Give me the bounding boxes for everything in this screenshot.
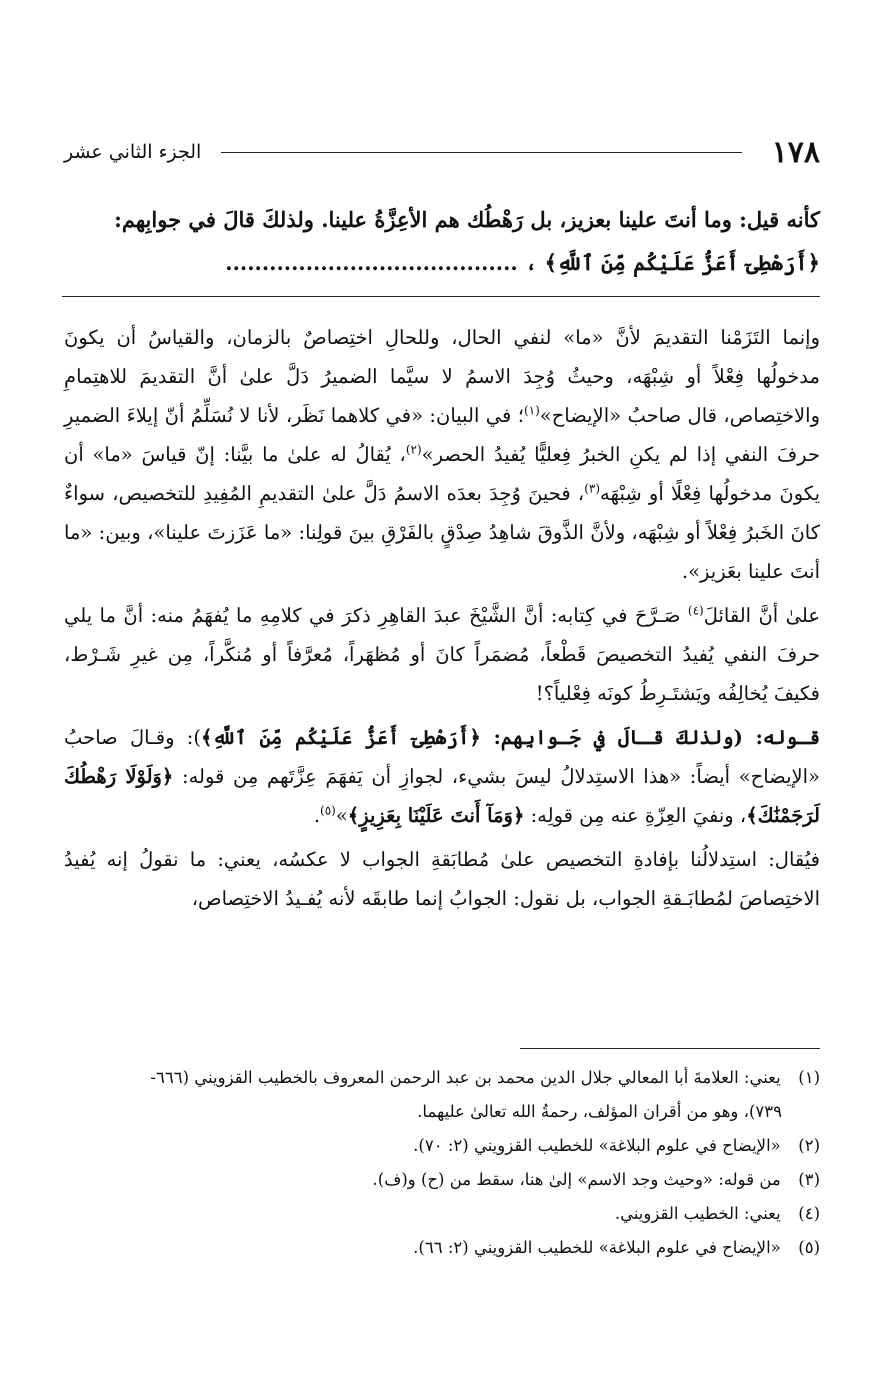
footnotes <box>64 1062 820 1266</box>
paragraph-2-end: صَـرَّحَ في كِتابه: أنَّ الشَّيْخَ عبدَ القاهِرِ ذكرَ في كلامِهِ ما يُفهَمُ منه: أنَّ ما يلي حرفَ النفي يُفيدُ التخصيصَ قَطْعاً، مُضمَراً كانَ أو مُظهَراً، مُعرَّفاً أو مُنكَّراً، مِن غيرِ شَـرْط، فكيفَ يُخالِفُه ويَشتَـرِطُ كونَه فِعْلياً؟! <box>64 604 820 705</box>
paragraph-1-start: وإنما التَزَمْنا التقديمَ لأنَّ «ما» لنفي الحال، وللحالِ اختِصاصٌ بالزمان، والقياسُ أن يكونَ مدخولُها فِعْلاً أو شِبْهَه، وحيثُ وُجِدَ الاسمُ لا سيَّما الضميرُ دَلَّ علىٰ أنَّ التقديمَ للاهتِمامِ والاختِصاص، قال صاحبُ «الإيضاح» <box>64 326 820 427</box>
footnote-number: (٥) <box>798 1238 820 1257</box>
paragraph-1 <box>64 318 820 591</box>
paragraph-4: فيُقال: استِدلالُنا بإفادةِ التخصيص علىٰ مُطابَقةِ الجواب لا عكسُه، يعني: ما نقولُ إنه يُفيدُ الاختِصاصَ لمُطابَـقةِ الجواب، بل نقول: الجوابُ إنما طابقَه لأنه يُفـيدُ الاختِصاص، <box>64 848 820 910</box>
paragraph-3-b: ، ونفيَ العِزّةِ عنه مِن قولِه: <box>524 804 747 827</box>
footnote-number: (٢) <box>798 1136 820 1155</box>
paragraph-1-mid: ؛ في البيان: «في كلاهما نَظَر، لأنا لا نُسَلِّمُ أنّ إيلاءَ الضميرِ حرفَ النفي إذا لم يكنِ الخبرُ فِعليًّا يُفيدُ الحصر» <box>64 404 820 466</box>
footnote-number: (٣) <box>798 1170 820 1189</box>
footnote-text: يعني: الخطيب القزويني. <box>614 1204 781 1223</box>
footnote-2 <box>64 1130 820 1161</box>
paragraph-3-lead: قـوله: (ولذلكَ قـالَ في جَـوابِهم: <box>480 726 820 749</box>
page-header <box>64 132 820 172</box>
paragraph-3-c: » <box>335 804 348 827</box>
footnote-4 <box>64 1198 820 1229</box>
footnote-1 <box>64 1062 820 1093</box>
running-title: الجزء الثاني عشر <box>64 141 202 163</box>
footnote-3 <box>64 1164 820 1195</box>
footnote-ref-1: (١) <box>523 403 540 418</box>
paragraph-1-end: ، فحينَ وُجِدَ بعدَه الاسمُ دَلَّ علىٰ التقديمِ المُفِيدِ للتخصيص، سواءٌ كانَ الخَبرُ فِعْلاً أو شِبْهَه، ولأنَّ الذَّوقَ شاهِدُ صِدْقٍ بالفَرْقِ بينَ قولِنا: «ما عَزَزتَ علينا»، وبين: «ما أنتَ علينا بعَزيز». <box>64 482 820 583</box>
footnote-separator <box>520 1048 820 1049</box>
paragraph-3 <box>64 718 820 835</box>
paragraph-2-start: علىٰ أنَّ القائلَ <box>703 604 820 627</box>
footnote-text: «الإيضاح في علوم البلاغة» للخطيب القزويني (٢: ٧٠). <box>413 1136 781 1155</box>
footnote-text: يعني: العلامةَ أبا المعالي جلال الدين محمد بن عبد الرحمن المعروف بالخطيب القزويني (٦٦٦- <box>150 1068 781 1087</box>
footnote-ref-2: (٢) <box>405 442 422 457</box>
footnote-text: من قوله: «وحيث وجد الاسم» إلىٰ هنا، سقط من (ح) و(ف). <box>372 1170 781 1189</box>
quran-verse-3: ﴿وَمَآ أَنتَ عَلَيْنَا بِعَزِيزٍ﴾ <box>347 804 525 827</box>
paragraph-2 <box>64 596 820 713</box>
footnote-number: (١) <box>798 1068 820 1087</box>
footnote-5 <box>64 1232 820 1263</box>
page-number: ١٧٨ <box>771 134 820 170</box>
footnote-ref-3: (٣) <box>584 481 601 496</box>
matn-separator <box>62 296 820 297</box>
footnote-text: «الإيضاح في علوم البلاغة» للخطيب القزويني (٢: ٦٦). <box>413 1238 781 1257</box>
paragraph-1-mid2: ، يُقالُ له علىٰ ما بيَّنا: إنّ قياسَ «ما» أن يكونَ مدخولُها فِعْلًا أو شِبْهَه <box>64 443 820 505</box>
footnote-ref-4: (٤) <box>687 603 704 618</box>
footnote-ref-5: (٥) <box>320 803 336 818</box>
matn-line-1: كأنه قيل: وما أنتَ علينا بعزيز، بل رَهْطُك هم الأعِزَّةُ علينا. ولذلكَ قالَ في جوابِهم: <box>114 207 820 232</box>
quran-verse-1: ﴿أَرَهْطِىٓ أَعَزُّ عَلَيْكُم مِّنَ ٱللَّهِ﴾ <box>200 726 481 749</box>
footnote-number: (٤) <box>798 1204 820 1223</box>
footnote-1-continued: ٧٣٩)، وهو من أقران المؤلف، رحمةُ الله تعالىٰ عليهما. <box>417 1102 782 1121</box>
paragraph-3-a: ): وقـالَ صاحبُ «الإيضاح» أيضاً: «هذا الاستِدلالُ ليسَ بشيء، لجوازِ أن يَفهَمَ عِزَّتَهم مِن قوله: <box>64 726 820 788</box>
paragraph-3-end: . <box>313 804 321 827</box>
commentary-text <box>64 318 820 923</box>
matn-line-2: ﴿أَرَهْطِىٓ أَعَزُّ عَلَيْكُم مِّنَ ٱللَّهِ﴾ ، ........................................ <box>225 250 820 275</box>
quran-verse-2: ﴿وَلَوْلَا رَهْطُكَ لَرَجَمْنَٰكَ﴾ <box>64 765 820 827</box>
matn-text <box>64 198 820 284</box>
header-rule <box>221 152 741 153</box>
